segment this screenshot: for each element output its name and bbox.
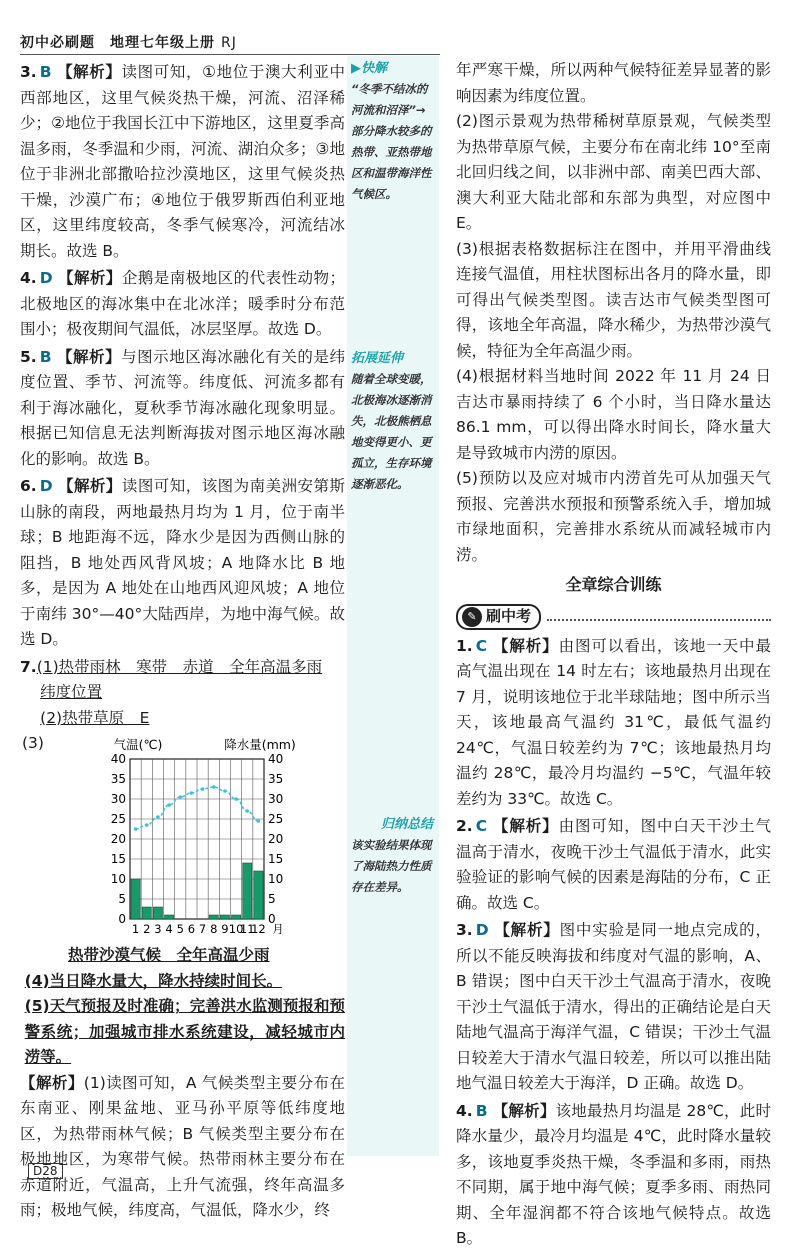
precip-bar	[153, 907, 162, 919]
precip-bar	[220, 915, 229, 919]
answer-4-left	[20, 266, 345, 343]
note-extension	[351, 348, 437, 495]
answer-7-part2: (2)热带草原 E	[40, 708, 150, 727]
answer-7-line5	[20, 994, 345, 1071]
analysis-tag: 【解析】	[56, 347, 122, 366]
temperature-point	[245, 809, 249, 813]
temperature-point	[257, 819, 261, 823]
y-tick-label-left: 30	[110, 792, 126, 806]
climate-chart-svg	[20, 731, 350, 943]
y-tick-label-right: 25	[268, 812, 284, 826]
chart-xlabel: 月	[272, 922, 284, 936]
question-number: 3.	[456, 921, 473, 939]
exam-badge-row	[456, 604, 771, 630]
precip-bar	[254, 871, 263, 919]
note-text: “冬季不结冰的河流和沼泽”→部分降水较多的热带、亚热带地区和温带海洋性气候区。	[351, 82, 432, 201]
page-header	[20, 32, 237, 52]
answer-text: 由图可知，图中白天干沙土气温高于清水，夜晚干沙土气温低于清水，此实验验证的影响气候的因素是海陆的分布，C 正确。故选 C。	[456, 817, 771, 912]
answer-7-part3-text: 热带沙漠气候 全年高温少雨	[68, 946, 270, 964]
climate-chart	[20, 731, 350, 943]
x-tick-label: 6	[187, 922, 196, 936]
answer-7-line2	[20, 706, 345, 732]
analysis-tag: 【解析】	[57, 269, 122, 287]
question-number: 2.	[456, 817, 473, 835]
x-tick-label: 8	[210, 922, 218, 936]
precip-bar	[142, 907, 151, 919]
answer-letter: C	[475, 817, 488, 835]
y-tick-label-right: 30	[268, 792, 284, 806]
dotted-divider	[547, 619, 771, 621]
temperature-point	[190, 791, 194, 795]
note-title: 归纳总结	[380, 817, 433, 832]
y-tick-label-right: 20	[268, 832, 284, 846]
chart-ylabel-right: 降水量(mm)	[224, 737, 296, 752]
answer-7-line1b	[20, 680, 345, 706]
precip-bar	[243, 863, 252, 919]
x-tick-label: 2	[143, 922, 151, 936]
note-title: 拓展延伸	[351, 351, 404, 366]
answer-text: 读图可知，①地位于澳大利亚中西部地区，这里气候炎热干燥，河流、沼泽稀少；②地位于我国长江中下游地区，这里夏季高温多雨，冬季温和少雨，河流、湖泊众多；③地位于非洲北部撒哈拉沙漠地区，这里气候炎热干燥，沙漠广布；④地位于俄罗斯西伯利亚地区，这里纬度较高，冬季气候寒冷，河流结冰期长。故选 B。	[20, 63, 345, 260]
brush-icon: ✎	[462, 607, 482, 627]
answer-text: 与图示地区海冰融化有关的是纬度位置、季节、河流等。纬度低、河流多都有利于海冰融化，夏秋季节海冰融化现象明显。根据已知信息无法判断海拔对图示地区海冰融化的影响。故选 B。	[20, 347, 345, 468]
question-number: 4.	[20, 269, 37, 287]
precip-bar	[165, 915, 174, 919]
answer-letter: D	[39, 477, 53, 495]
answer-7-part3-label: (3)	[22, 734, 44, 752]
analysis-tag: 【解析】	[492, 636, 559, 655]
analysis-tag: 【解析】	[20, 1073, 84, 1092]
x-tick-label: 1	[131, 922, 140, 936]
answer-7-part4: (4)当日降水量大，降水持续时间长。	[24, 971, 283, 990]
x-tick-label: 5	[176, 922, 184, 936]
y-tick-label-right: 10	[268, 872, 284, 886]
question-number: 6.	[20, 477, 37, 495]
x-tick-label: 10	[228, 922, 244, 936]
precip-bar	[131, 879, 140, 919]
y-tick-label-right: 5	[268, 892, 276, 906]
x-tick-label: 3	[154, 922, 162, 936]
temperature-point	[234, 797, 238, 801]
answer-7-part1: (1)热带雨林 寒带 赤道 全年高温多雨	[36, 657, 323, 676]
x-tick-label: 4	[165, 922, 173, 936]
answer-7-caption	[68, 943, 345, 969]
answer-2-right	[456, 814, 771, 916]
temperature-point	[201, 787, 205, 791]
answer-4-right	[456, 1099, 771, 1252]
analysis-cont-1: 年严寒干燥，所以两种气候特征差异显著的影响因素为纬度位置。	[456, 61, 771, 105]
analysis-text: (1)读图可知，A 气候类型主要分布在东南亚、刚果盆地、亚马孙平原等低纬度地区，为热带雨林气候；B 气候类型主要分布在极地地区，为寒带气候。热带雨林主要分布在赤道附近，气温高，上升气流强，终年高温多雨；极地气候，纬度高，气温低，降水少，终	[20, 1073, 345, 1219]
answer-7-part1b: 纬度位置	[40, 683, 103, 701]
question-number: 7.	[20, 657, 37, 676]
temperature-point	[156, 815, 160, 819]
question-number: 4.	[456, 1101, 473, 1120]
temperature-point	[167, 803, 171, 807]
y-tick-label-right: 35	[268, 772, 284, 786]
right-column	[456, 58, 771, 1252]
answer-6-left	[20, 474, 345, 653]
y-tick-label-left: 40	[110, 752, 126, 766]
answer-3-right	[456, 918, 771, 1097]
answer-letter: D	[39, 269, 53, 287]
margin-notes	[347, 56, 439, 1156]
analysis-tag: 【解析】	[57, 63, 122, 81]
precip-bar	[209, 915, 218, 919]
answer-7-line4	[20, 969, 345, 995]
chart-ylabel-left: 气温(℃)	[113, 737, 163, 752]
analysis-cont-2: (2)图示景观为热带稀树草原景观，气候类型为热带草原气候，主要分布在南北纬 10°至南北回归线之间，以非洲中部、南美巴西大部、澳大利亚大陆北部和东部为典型，对应图中 E。	[456, 112, 771, 232]
x-tick-label: 7	[198, 922, 207, 936]
answer-letter: C	[475, 636, 488, 655]
x-tick-label: 12	[251, 922, 266, 936]
answer-text: 企鹅是南极地区的代表性动物；北极地区的海冰集中在北冰洋；暖季时分布范围小；极夜期间气温低，冰层坚厚。故选 D。	[20, 269, 345, 338]
header-rule	[20, 54, 440, 55]
page-number: D28	[28, 1163, 63, 1179]
analysis-cont-3: (3)根据表格数据标注在图中，并用平滑曲线连接气温值，用柱状图标出各月的降水量，即可得出气候类型图。读吉达市气候类型图可得，该地全年高温，降水稀少，为热带沙漠气候，特征为全年高温少雨。	[456, 239, 771, 360]
answer-text: 该地最热月均温是 28℃，此时降水量少，最冷月均温是 4℃，此时降水量较多，该地夏季炎热干燥，冬季温和多雨，雨热不同期，属于地中海气候；夏季多雨、雨热同期、全年湿润都不符合该地气候特点。故选 B。	[456, 1101, 771, 1247]
precip-bar	[232, 915, 241, 919]
answer-letter: D	[475, 921, 489, 939]
analysis-cont-5: (5)预防以及应对城市内涝首先可从加强天气预报、完善洪水预报和预警系统入手，增加城市绿地面积，完善排水系统从而减轻城市内涝。	[456, 469, 771, 564]
answer-7-analysis	[20, 1071, 345, 1224]
question-number: 1.	[456, 636, 473, 655]
answer-text: 读图可知，该图为南美洲安第斯山脉的南段，两地最热月均为 1 月，位于南半球；B 地距海不远，降水少是因为西侧山脉的阻挡，B 地处西风背风坡；A 地降水比 B 地多，是因为 A 地处在山地西风迎风坡；A 地位于南纬 30°—40°大陆西岸，为地中海气候。故选 D。	[20, 477, 345, 648]
analysis-tag: 【解析】	[492, 1101, 556, 1120]
note-arrow-icon: ▶	[351, 61, 361, 76]
answer-7-part5: (5)天气预报及时准确；完善洪水监测预报和预警系统；加强城市排水系统建设，减轻城市内涝等。	[24, 997, 345, 1066]
analysis-tag: 【解析】	[494, 921, 560, 939]
left-column	[20, 58, 345, 1224]
answer-5-left	[20, 345, 345, 473]
analysis-tag: 【解析】	[492, 817, 559, 835]
answer-letter: B	[39, 347, 52, 366]
exam-badge-label: 刷中考	[486, 606, 532, 625]
note-quick-solve	[351, 58, 437, 205]
y-tick-label-left: 0	[118, 912, 126, 926]
analysis-cont-4: (4)根据材料当地时间 2022 年 11 月 24 日吉达市暴雨持续了 6 个小时，当日降水量达 86.1 mm，可以得出降水时间长，降水量大是导致城市内涝的原因。	[456, 367, 771, 462]
y-tick-label-left: 35	[110, 772, 126, 786]
note-text: 随着全球变暖，北极海冰逐渐消失，北极熊栖息地变得更小、更孤立，生存环境逐渐恶化。	[351, 372, 432, 491]
y-tick-label-right: 40	[268, 752, 284, 766]
answer-7-line1	[20, 655, 345, 681]
y-tick-label-right: 15	[268, 852, 284, 866]
temperature-point	[134, 827, 138, 831]
question-number: 3.	[20, 63, 37, 81]
y-tick-label-left: 20	[110, 832, 126, 846]
note-summary	[351, 814, 437, 898]
y-tick-label-left: 25	[110, 812, 126, 826]
temperature-point	[212, 785, 216, 789]
y-tick-label-right: 0	[268, 912, 276, 926]
exam-badge	[456, 604, 541, 630]
question-number: 5.	[20, 347, 37, 366]
temperature-point	[145, 823, 149, 827]
x-tick-label: 11	[239, 922, 255, 936]
answer-letter: B	[39, 63, 52, 81]
x-tick-label: 9	[221, 922, 229, 936]
header-edition: RJ	[221, 35, 237, 51]
answer-text: 图中实验是同一地点完成的，所以不能反映海拔和纬度对气温的影响，A、B 错误；图中白天干沙土气温高于清水，夜晚干沙土气温低于清水，得出的正确结论是白天陆地气温高于海洋气温，C 错误；干沙土气温日较差大于清水气温日较差，所以可以推出陆地气温日较差大于海洋，D 正确。故选 D。	[456, 921, 771, 1092]
temperature-point	[178, 795, 182, 799]
note-text: 该实验结果体现了海陆热力性质存在差异。	[351, 838, 432, 894]
y-tick-label-left: 15	[110, 852, 126, 866]
answer-text: 由图可以看出，该地一天中最高气温出现在 14 时左右；该地最热月出现在 7 月，说明该地位于北半球陆地；图中所示当天，该地最高气温约 31℃，最低气温约 24℃，气温日较差约为 7℃；该地最热月均温约 28℃，最冷月均温约 −5℃，气温年较差约为 33℃。故选 C。	[456, 636, 771, 808]
y-tick-label-left: 10	[110, 872, 126, 886]
note-title: 快解	[361, 61, 388, 76]
y-tick-label-left: 5	[118, 892, 126, 906]
answer-letter: B	[475, 1101, 488, 1120]
answer-1-right	[456, 634, 771, 813]
answer-3-left	[20, 60, 345, 264]
temperature-point	[223, 789, 227, 793]
section-title: 全章综合训练	[565, 575, 662, 594]
header-title: 初中必刷题 地理七年级上册	[20, 35, 215, 51]
analysis-tag: 【解析】	[57, 477, 122, 495]
